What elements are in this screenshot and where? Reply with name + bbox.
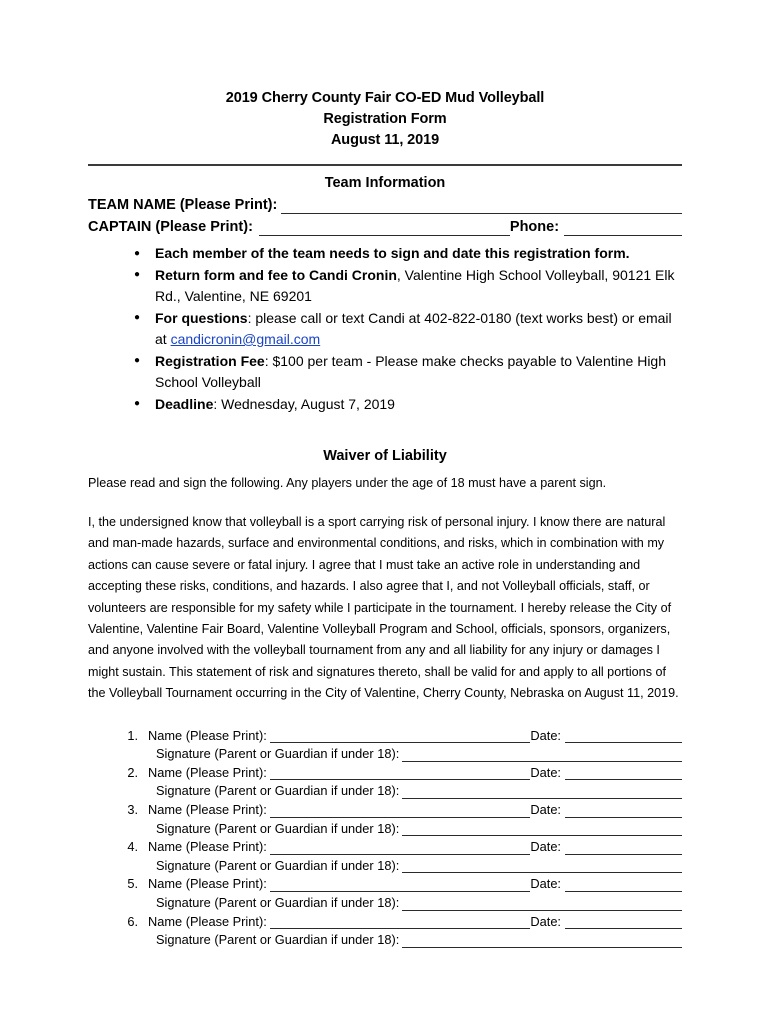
name-input-line[interactable] bbox=[270, 916, 531, 929]
list-item bbox=[110, 727, 682, 764]
name-row bbox=[148, 838, 682, 857]
bullet-1-bold: Each member of the team needs to sign and date this registration form. bbox=[155, 245, 630, 261]
date-input-line[interactable] bbox=[565, 805, 682, 818]
signature-input-line[interactable] bbox=[402, 749, 682, 762]
list-item bbox=[110, 875, 682, 912]
bullet-5-rest: : Wednesday, August 7, 2019 bbox=[213, 395, 395, 412]
list-item bbox=[110, 838, 682, 875]
signature-label: Signature (Parent or Guardian if under 18): bbox=[156, 820, 400, 836]
signature-row bbox=[148, 857, 682, 876]
name-row bbox=[148, 727, 682, 746]
date-label: Date: bbox=[530, 913, 561, 929]
team-info-bullet-list bbox=[88, 243, 682, 415]
date-input-line[interactable] bbox=[565, 767, 682, 780]
signature-input-line[interactable] bbox=[402, 860, 682, 873]
date-input-line[interactable] bbox=[565, 842, 682, 855]
name-input-line[interactable] bbox=[270, 879, 531, 892]
signature-input-line[interactable] bbox=[402, 823, 682, 836]
name-label: Name (Please Print): bbox=[148, 727, 267, 743]
signature-input-line[interactable] bbox=[402, 786, 682, 799]
title-line-2: Registration Form bbox=[323, 111, 447, 127]
team-name-row bbox=[88, 194, 682, 216]
signature-row bbox=[148, 931, 682, 950]
signature-row bbox=[148, 820, 682, 839]
date-label: Date: bbox=[530, 764, 561, 780]
document-title bbox=[88, 88, 682, 151]
signature-row bbox=[148, 745, 682, 764]
name-input-line[interactable] bbox=[270, 730, 531, 743]
bullet-item-sign-and-date bbox=[134, 243, 682, 265]
date-input-line[interactable] bbox=[565, 916, 682, 929]
list-item bbox=[110, 913, 682, 950]
signature-input-line[interactable] bbox=[402, 898, 682, 911]
team-information-heading: Team Information bbox=[324, 175, 446, 191]
name-label: Name (Please Print): bbox=[148, 764, 267, 780]
name-label: Name (Please Print): bbox=[148, 913, 267, 929]
phone-label: Phone: bbox=[509, 219, 560, 235]
name-row bbox=[148, 913, 682, 932]
team-name-label: TEAM NAME (Please Print): bbox=[88, 197, 278, 213]
date-label: Date: bbox=[530, 727, 561, 743]
name-row bbox=[148, 801, 682, 820]
title-line-1: 2019 Cherry County Fair CO-ED Mud Volleyball bbox=[225, 90, 545, 106]
header-divider bbox=[88, 163, 682, 166]
signature-label: Signature (Parent or Guardian if under 18): bbox=[156, 895, 400, 910]
bullet-item-for-questions bbox=[134, 308, 682, 351]
date-input-line[interactable] bbox=[565, 879, 682, 892]
bullet-2-rest: , Valentine High School Volleyball, 90121 Elk Rd., Valentine, NE 69201 bbox=[155, 266, 675, 304]
date-label: Date: bbox=[530, 839, 561, 855]
name-row bbox=[148, 875, 682, 894]
signature-row bbox=[148, 894, 682, 913]
signature-label: Signature (Parent or Guardian if under 18): bbox=[156, 857, 400, 873]
title-line-3: August 11, 2019 bbox=[330, 132, 440, 148]
bullet-3-bold: For questions bbox=[155, 309, 248, 326]
list-item bbox=[110, 764, 682, 801]
waiver-heading: Waiver of Liability bbox=[323, 448, 447, 464]
date-label: Date: bbox=[530, 876, 561, 892]
bullet-item-return-form bbox=[134, 265, 682, 308]
signature-label: Signature (Parent or Guardian if under 18): bbox=[156, 783, 400, 799]
bullet-4-rest: : $100 per team - Please make checks payable to Valentine High School Volleyball bbox=[155, 352, 667, 390]
signature-input-line[interactable] bbox=[402, 935, 682, 948]
date-label: Date: bbox=[530, 802, 561, 818]
bullet-3-rest: : please call or text Candi at 402-822-0180 (text works best) or email at bbox=[155, 309, 672, 347]
email-link[interactable]: candicronin@gmail.com bbox=[170, 331, 321, 347]
phone-input-line[interactable] bbox=[564, 221, 682, 236]
signature-label: Signature (Parent or Guardian if under 18): bbox=[156, 932, 400, 948]
name-row bbox=[148, 764, 682, 783]
captain-input-line[interactable] bbox=[259, 221, 510, 236]
captain-row bbox=[88, 216, 682, 238]
signature-label: Signature (Parent or Guardian if under 18): bbox=[156, 746, 400, 762]
name-input-line[interactable] bbox=[270, 842, 531, 855]
bullet-item-deadline bbox=[134, 394, 682, 416]
bullet-item-registration-fee bbox=[134, 351, 682, 394]
name-input-line[interactable] bbox=[270, 767, 531, 780]
waiver-body-text: I, the undersigned know that volleyball is a sport carrying risk of personal injury. I know there are natural and man-made hazards, surface and environmental conditions, and risks, which in combination with my actions can cause severe or fatal injury. I agree that I must take an active role in understanding and accepting these risks, conditions, and hazards. I also agree that I, and not Volleyball officials, staff, or volunteers are responsible for my safety while I participate in the tournament. I hereby release the City of Valentine, Valentine Fair Board, Valentine Volleyball Program and School, officials, sponsors, organizers, and anyone involved with the volleyball tournament from any and all liability for any injury or damages I might sustain. This statement of risk and signatures thereto, shall be valid for and apply to all portions of the Volleyball Tournament occurring in the City of Valentine, Cherry County, Nebraska on August 11, 2019. bbox=[88, 515, 679, 701]
signature-row bbox=[148, 782, 682, 801]
list-item bbox=[110, 801, 682, 838]
bullet-4-bold: Registration Fee bbox=[155, 352, 265, 369]
bullet-2-bold: Return form and fee to Candi Cronin bbox=[155, 266, 397, 283]
name-input-line[interactable] bbox=[270, 805, 531, 818]
team-name-input-line[interactable] bbox=[281, 199, 682, 214]
name-label: Name (Please Print): bbox=[148, 839, 267, 855]
name-label: Name (Please Print): bbox=[148, 802, 267, 818]
signature-list bbox=[88, 727, 682, 950]
bullet-5-bold: Deadline bbox=[155, 395, 214, 412]
waiver-intro-text: Please read and sign the following. Any players under the age of 18 must have a parent sign. bbox=[88, 476, 607, 490]
captain-label: CAPTAIN (Please Print): bbox=[88, 219, 253, 235]
name-label: Name (Please Print): bbox=[148, 876, 267, 892]
date-input-line[interactable] bbox=[565, 730, 682, 743]
